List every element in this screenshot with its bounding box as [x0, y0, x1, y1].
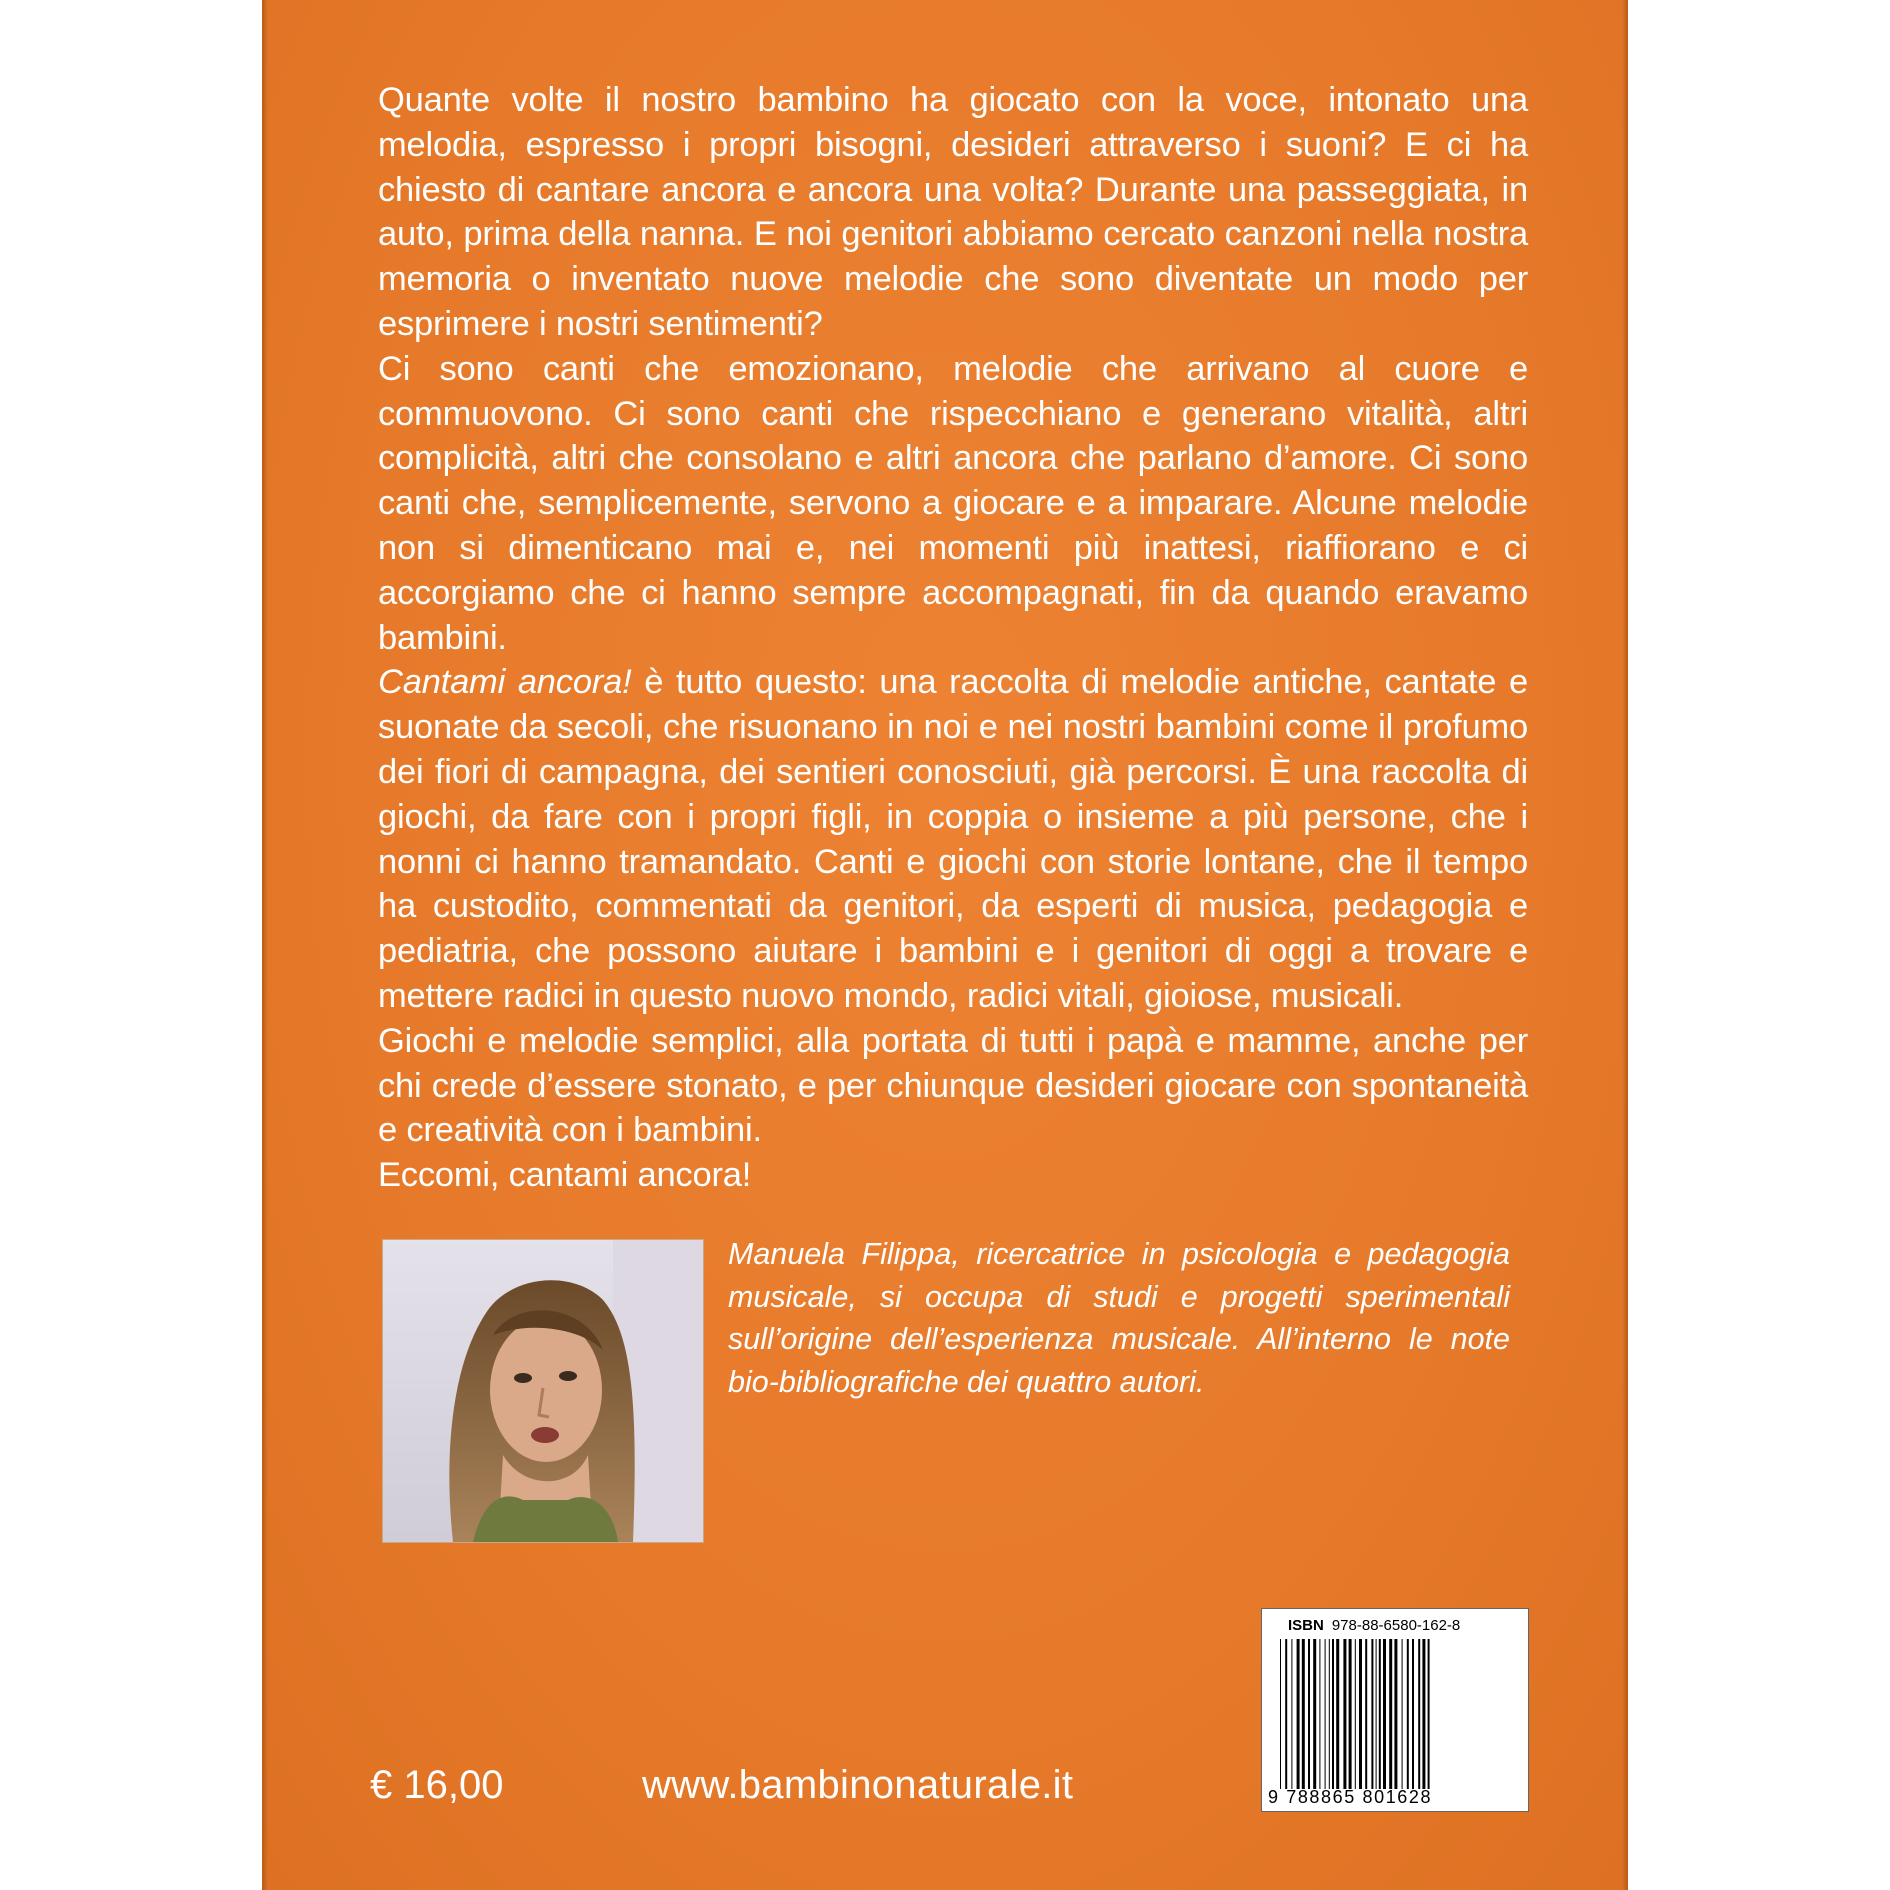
barcode-bar	[1325, 1639, 1326, 1789]
blurb-text	[378, 78, 1528, 1198]
barcode-bar	[1407, 1639, 1409, 1789]
barcode-digits: 9 788865 801628	[1268, 1787, 1433, 1807]
barcode-bar	[1308, 1639, 1310, 1789]
barcode-bar	[1285, 1639, 1287, 1789]
author-bio: Manuela Filippa, ricercatrice in psicologia e pedagogia musicale, si occupa di studi e progetti sperimentali sull’origine dell’esperienza musicale. All’interno le note bio-bibliografiche dei quattro autori.	[728, 1237, 1510, 1399]
book-title: Cantami ancora!	[378, 663, 632, 702]
barcode-bar	[1355, 1639, 1356, 1789]
barcode-bar	[1394, 1639, 1397, 1789]
blurb-paragraph-4: Giochi e melodie semplici, alla portata di tutti i papà e mamme, anche per chi crede d’essere stonato, e per chiunque desideri giocare con spontaneità e creatività con i bambini.	[378, 1021, 1528, 1150]
isbn-prefix: ISBN	[1288, 1617, 1324, 1634]
blurb-paragraph-5: Eccomi, cantami ancora!	[378, 1156, 752, 1195]
barcode-bar	[1422, 1639, 1425, 1789]
publisher-website: www.bambinonaturale.it	[642, 1763, 1074, 1807]
barcode-bar	[1280, 1639, 1281, 1789]
barcode-bar	[1389, 1639, 1392, 1789]
barcode-bar	[1418, 1639, 1420, 1789]
barcode-bar	[1302, 1639, 1305, 1789]
blurb-paragraph-3-body: è tutto questo: una raccolta di melodie antiche, cantate e suonate da secoli, che risuonano in noi e nei nostri bambini come il profumo dei fiori di campagna, dei sentieri conosciuti, già percorsi. È una raccolta di giochi, da fare con i propri figli, in coppia o insieme a più persone, che i nonni ci hanno tramandato. Canti e giochi con storie lontane, che il tempo ha custodito, commentati da genitori, da esperti di musica, pedagogia e pediatria, che possono aiutare i bambini e i genitori di oggi a trovare e mettere radici in questo nuovo mondo, radici vitali, gioiose, musicali.	[378, 663, 1528, 1015]
isbn-barcode-box	[1261, 1608, 1529, 1812]
barcode-bar	[1291, 1639, 1292, 1789]
barcode-bar	[1376, 1639, 1377, 1789]
price: € 16,00	[370, 1763, 504, 1807]
barcode-icon	[1278, 1639, 1514, 1789]
blurb-paragraph-3	[378, 660, 1528, 1018]
barcode-bar	[1383, 1639, 1386, 1789]
isbn-label	[1288, 1617, 1460, 1634]
barcode-bar	[1313, 1639, 1316, 1789]
barcode-bar	[1365, 1639, 1367, 1789]
barcode-bar	[1428, 1639, 1430, 1789]
barcode-bar	[1371, 1639, 1373, 1789]
barcode-bar	[1343, 1639, 1346, 1789]
author-photo	[382, 1239, 704, 1543]
barcode-bar	[1359, 1639, 1362, 1789]
barcode-bar	[1379, 1639, 1381, 1789]
isbn-number: 978-88-6580-162-8	[1331, 1617, 1461, 1634]
blurb-paragraph-1: Quante volte il nostro bambino ha giocato con la voce, intonato una melodia, espresso i propri bisogni, desideri attraverso i suoni? E ci ha chiesto di cantare ancora e ancora una volta? Durante una passeggiata, in auto, prima della nanna. E noi genitori abbiamo cercato canzoni nella nostra memoria o inventato nuove melodie che sono diventate un modo per esprimere i nostri sentimenti?	[378, 81, 1528, 343]
blurb-paragraph-2: Ci sono canti che emozionano, melodie che arrivano al cuore e commuovono. Ci sono canti che rispecchiano e generano vitalità, altri complicità, altri che consolano e altri ancora che parlano d’amore. Ci sono canti che, semplicemente, servono a giocare e a imparare. Alcune melodie non si dimenticano mai e, nei momenti più inattesi, riaffiorano e ci accorgiamo che ci hanno sempre accompagnati, fin da quando eravamo bambini.	[378, 349, 1528, 657]
barcode-bar	[1402, 1639, 1403, 1789]
author-portrait-image	[383, 1240, 703, 1542]
barcode-bar	[1297, 1639, 1300, 1789]
barcode-bar	[1412, 1639, 1414, 1789]
barcode-bar	[1349, 1639, 1352, 1789]
barcode-bar	[1329, 1639, 1330, 1789]
barcode-bar	[1319, 1639, 1320, 1789]
barcode-bar	[1336, 1639, 1339, 1789]
barcode-bar	[1332, 1639, 1334, 1789]
